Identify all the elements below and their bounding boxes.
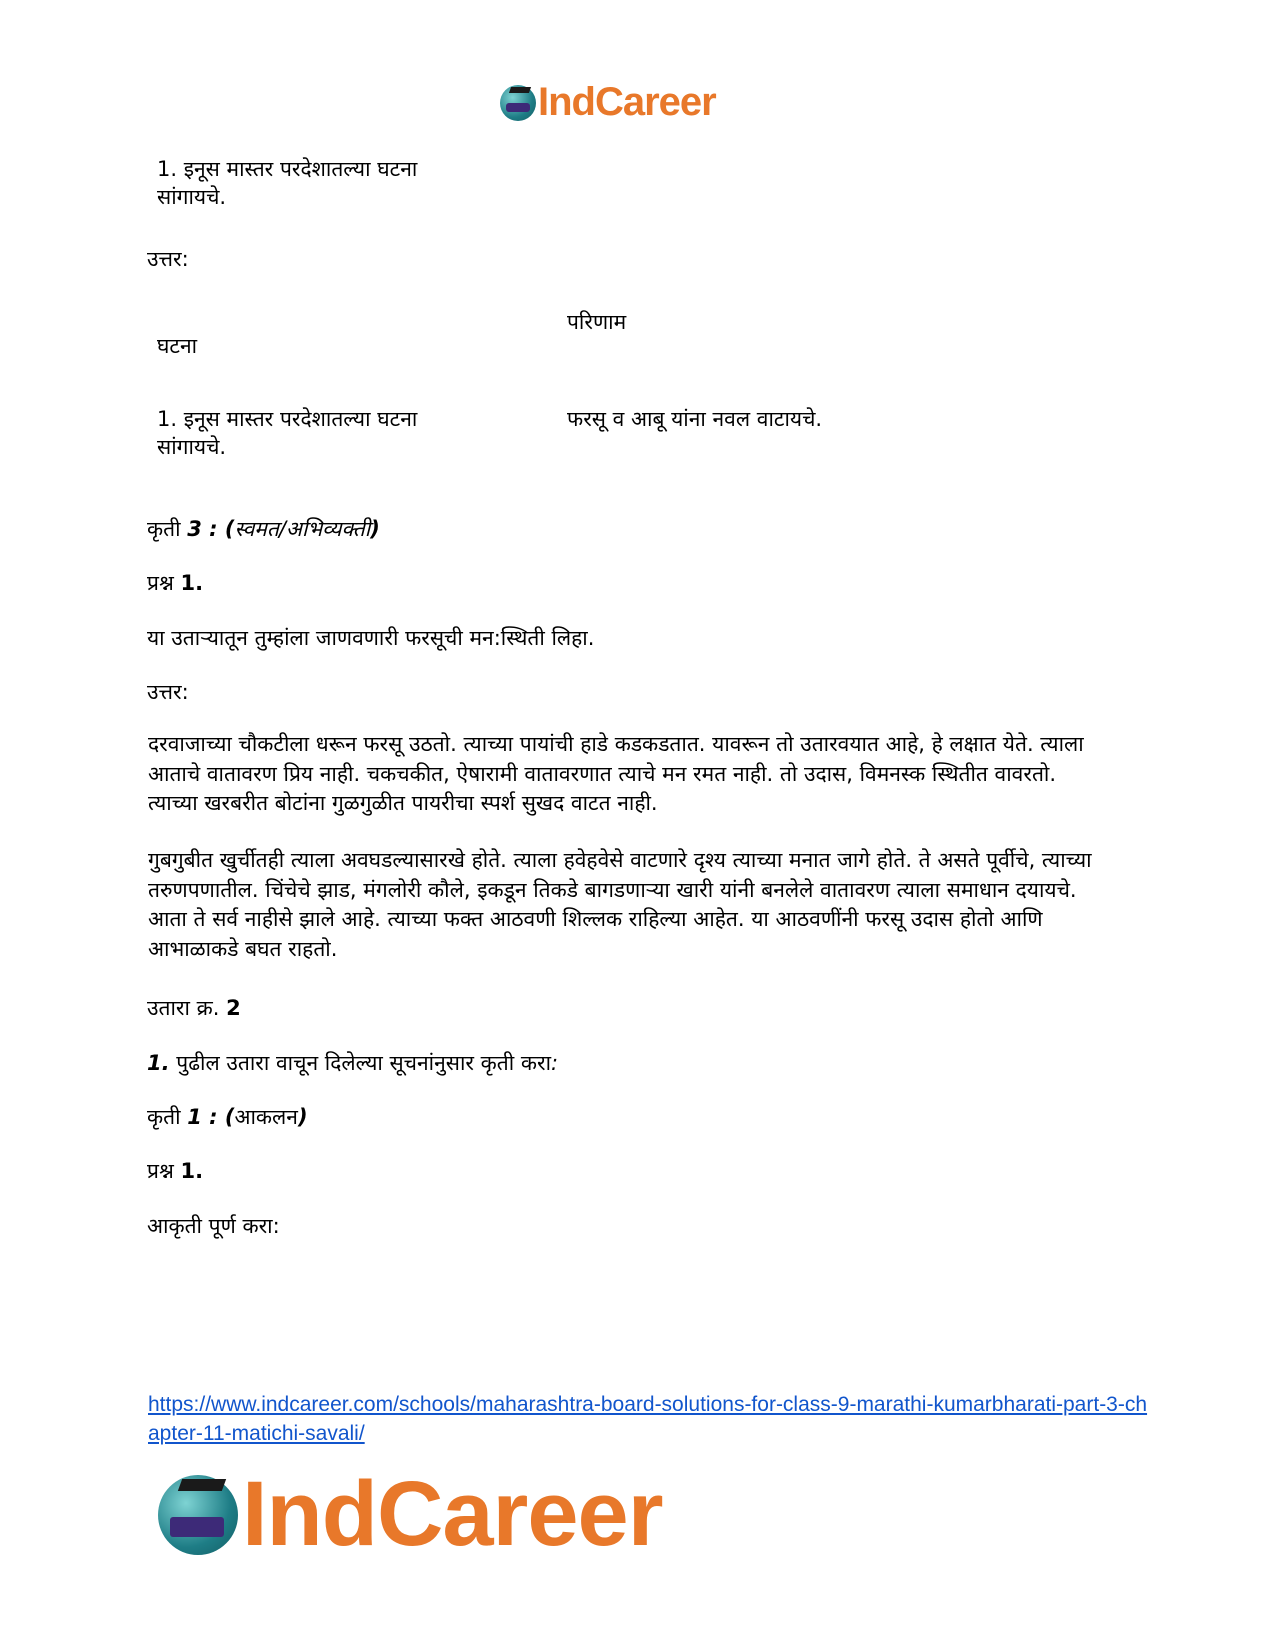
header-logo (500, 80, 716, 125)
prashna-1-heading: प्रश्न 1. (147, 1159, 204, 1183)
question-item-line1: 1. इनूस मास्तर परदेशातल्या घटना (157, 157, 418, 181)
footer-logo (158, 1462, 663, 1567)
table-cell-event-line2: सांगायचे. (157, 435, 227, 459)
utara-2-heading: उतारा क्र. 2 (147, 996, 241, 1020)
header-logo-text: IndCareer (538, 80, 716, 124)
question-text: या उताऱ्यातून तुम्हांला जाणवणारी फरसूची मन:स्थिती लिहा. (147, 626, 595, 650)
kruti-1-heading: कृती 1 : (आकलन) (147, 1105, 308, 1129)
book-icon (506, 103, 530, 112)
answer-paragraph-2: गुबगुबीत खुर्चीतही त्याला अवघडल्यासारखे होते. त्याला हवेहवेसे वाटणारे दृश्य त्याच्या मनात जागे होते. ते असते पूर्वीचे, त्याच्या तरुणपणातील. चिंचेचे झाड, मंगलोरी कौले, इकडून तिकडे बागडणाऱ्या खारी यांनी बनलेले वातावरण त्याला समाधान दयायचे. आता ते सर्व नाहीसे झाले आहे. त्याच्या फक्त आठवणी शिल्लक राहिल्या आहेत. या आठवणींनी फरसू उदास होतो आणि आभाळाकडे बघत राहतो. (148, 848, 1092, 961)
answer-label: उत्तर: (147, 247, 189, 271)
source-url-link[interactable]: https://www.indcareer.com/schools/maharashtra-board-solutions-for-class-9-marathi-kumarbharati-part-3-chapter-11-matichi-savali/ (148, 1393, 1148, 1445)
akruti-instruction: आकृती पूर्ण करा: (147, 1214, 280, 1238)
question-item-line2: सांगायचे. (157, 185, 227, 209)
instruction-text: 1. पुढील उतारा वाचून दिलेल्या सूचनांनुसार कृती करा: (147, 1051, 559, 1075)
globe-book-icon (158, 1475, 238, 1555)
book-icon (170, 1517, 224, 1537)
table-header-result: परिणाम (567, 310, 627, 334)
answer-paragraph-1: दरवाजाच्या चौकटीला धरून फरसू उठतो. त्याच्या पायांची हाडे कडकडतात. यावरून तो उतारवयात आहे, हे लक्षात येते. त्याला आताचे वातावरण प्रिय नाही. चकचकीत, ऐषारामी वातावरणात त्याचे मन रमत नाही. तो उदास, विमनस्क स्थितीत वावरतो. त्याच्या खरबरीत बोटांना गुळगुळीत पायरीचा स्पर्श सुखद वाटत नाही. (148, 732, 1084, 815)
globe-book-icon (500, 85, 536, 121)
table-cell-event-line1: 1. इनूस मास्तर परदेशातल्या घटना (157, 407, 418, 431)
kruti-3-heading: कृती 3 : (स्वमत/अभिव्यक्ती) (147, 517, 380, 541)
table-header-event: घटना (157, 334, 198, 358)
footer-logo-text: IndCareer (242, 1463, 663, 1565)
table-cell-result: फरसू व आबू यांना नवल वाटायचे. (567, 407, 823, 431)
graduation-cap-icon (509, 87, 531, 93)
prashna-1-heading: प्रश्न 1. (147, 571, 204, 595)
graduation-cap-icon (178, 1479, 226, 1491)
answer-label: उत्तर: (147, 680, 189, 704)
